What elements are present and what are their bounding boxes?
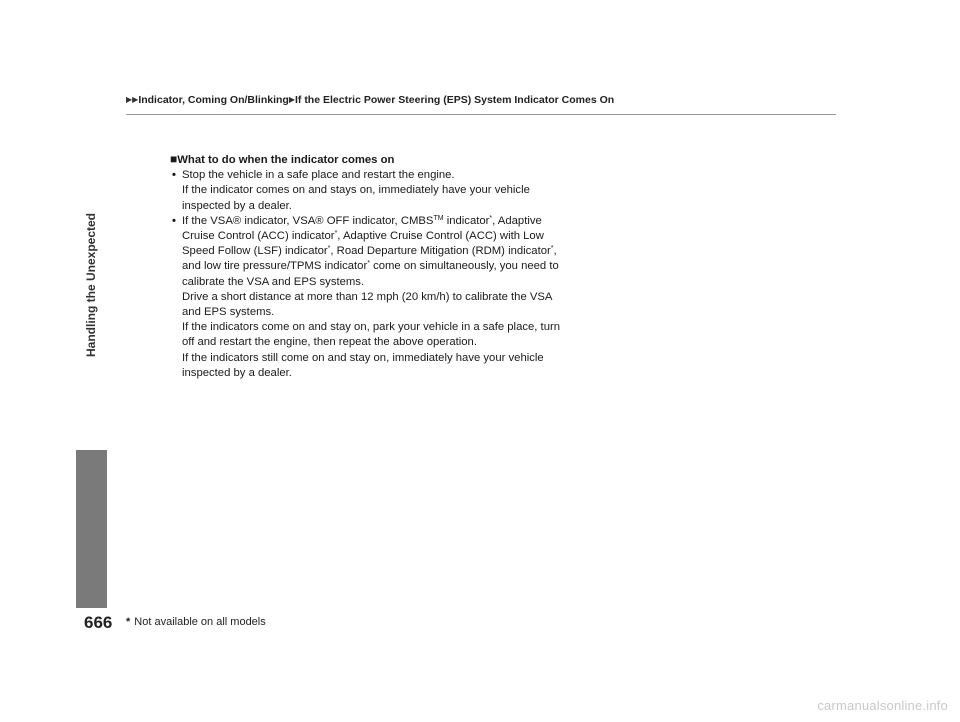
breadcrumb <box>126 94 614 106</box>
breadcrumb-separator-icon: ▶ <box>288 95 295 104</box>
bullet-1-line-2: If the indicator comes on and stays on, immediately have your vehicle inspected by a dealer. <box>182 184 530 212</box>
footnote-ref: * <box>367 260 370 268</box>
section-heading-text: What to do when the indicator comes on <box>177 154 395 166</box>
bullet-2-text-3: , Adaptive Cruise Control (ACC) indicator <box>182 214 542 243</box>
trademark-mark: TM <box>433 214 444 222</box>
bullet-1-line-1: Stop the vehicle in a safe place and restart the engine. <box>182 169 455 182</box>
side-tab-label-text: Handling the Unexpected <box>84 212 99 358</box>
bullet-2-paragraph-3: If the indicators still come on and stay on, immediately have your vehicle inspected by a dealer. <box>182 351 544 379</box>
bullet-dot-icon: • <box>172 214 176 227</box>
footnote-ref: * <box>327 245 331 253</box>
page-number: 666 <box>84 613 113 632</box>
section-heading <box>170 152 572 168</box>
bullet-2-text-4: , Adaptive Cruise Control (ACC) with Low Speed Follow (LSF) indicator <box>182 230 544 258</box>
footnote-ref: * <box>334 230 338 238</box>
bullet-2-text-5: , Road Departure Mitigation (RDM) indicator <box>330 245 551 258</box>
section-content <box>172 152 572 381</box>
bullet-item-2 <box>172 214 572 381</box>
bullet-2-text-7: come on simultaneously, you need to calibrate the VSA and EPS systems. <box>182 260 559 288</box>
watermark: carmanualsonline.info <box>817 698 948 713</box>
footnote-ref: * <box>550 245 554 253</box>
bullet-dot-icon: • <box>172 169 176 182</box>
header-divider <box>126 114 836 115</box>
bullet-2-text-1: If the VSA® indicator, VSA® OFF indicator, CMBS <box>182 214 434 227</box>
bullet-2-main <box>182 214 572 290</box>
breadcrumb-part-1[interactable]: Indicator, Coming On/Blinking <box>138 94 289 106</box>
heading-square-icon: ■ <box>170 152 178 166</box>
breadcrumb-arrow-icon: ▶▶ <box>126 95 139 104</box>
bullet-2-paragraph-1: Drive a short distance at more than 12 mph (20 km/h) to calibrate the VSA and EPS systems. <box>182 290 552 319</box>
bullet-2-text-2: indicator <box>443 214 490 227</box>
bullet-2-text-6: , and low tire pressure/TPMS indicator <box>182 245 557 273</box>
footnote-asterisk: * <box>126 616 131 628</box>
side-tab-label <box>76 120 107 450</box>
bullet-item-1 <box>172 168 572 214</box>
footnote-text: Not available on all models <box>134 616 266 628</box>
footnote-ref: * <box>489 214 493 222</box>
footnote <box>126 616 266 628</box>
bullet-2-paragraph-2: If the indicators come on and stay on, park your vehicle in a safe place, turn off and restart the engine, then repeat the above operation. <box>182 321 561 349</box>
side-tab-marker <box>76 450 107 608</box>
breadcrumb-part-2: If the Electric Power Steering (EPS) System Indicator Comes On <box>294 94 615 106</box>
